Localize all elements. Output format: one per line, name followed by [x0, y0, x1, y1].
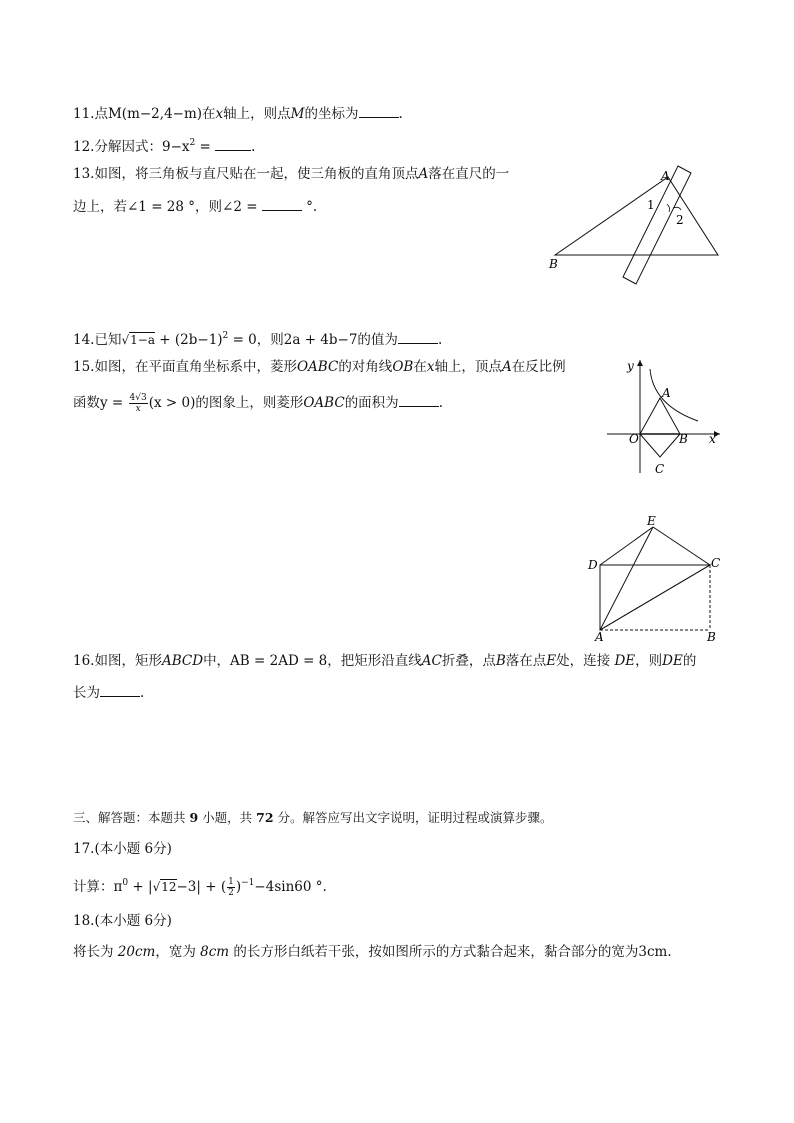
label-A: A	[661, 169, 670, 183]
axis-y-label: y	[627, 359, 634, 373]
section-3-heading: 三、解答题：本题共 9 小题，共 72 分。解答应写出文字说明，证明过程或演算步骤。	[73, 810, 553, 825]
label-D: D	[588, 558, 598, 572]
label-E: E	[647, 515, 656, 528]
answer-blank	[359, 103, 399, 118]
fraction: $\frac{4√3}{x}$	[129, 393, 147, 414]
question-18-text: 将长为 20cm，宽为 8cm 的长方形白纸若干张，按如图所示的方式黏合起来，黏合部分的宽为3cm.	[73, 944, 672, 960]
question-13-line-1: 13.如图，将三角板与直尺贴在一起，使三角板的直角顶点A落在直尺的一	[73, 166, 510, 182]
answer-blank	[262, 196, 302, 211]
label-A: A	[662, 386, 671, 400]
question-18-header: 18.(本小题 6分)	[73, 913, 172, 929]
triangle	[555, 177, 718, 255]
hyperbola-curve	[650, 369, 698, 421]
question-17-header: 17.(本小题 6分)	[73, 841, 172, 857]
angle-2-label: 2	[676, 213, 684, 227]
fraction: $\frac{1}{2}$	[228, 877, 234, 898]
answer-blank	[100, 682, 140, 697]
q16-figure-folded-rectangle	[585, 515, 725, 645]
label-O: O	[629, 432, 639, 446]
question-15-line-2: 函数y = $\frac{4√3}{x}$ (x > 0)的图象上，则菱形OABC的面积为 .	[73, 393, 443, 414]
label-A: A	[595, 630, 604, 644]
label-B: B	[679, 432, 688, 446]
answer-blank	[215, 136, 251, 151]
angle-1-label: 1	[647, 198, 655, 212]
axis-x-label: x	[709, 432, 716, 446]
answer-blank	[398, 329, 438, 344]
q15-figure-rhombus-coordinate	[605, 355, 725, 480]
question-16-line-1: 16.如图，矩形ABCD中，AB = 2AD = 8，把矩形沿直线AC折叠，点B落在点E处，连接 DE，则DE的	[73, 653, 697, 669]
label-B: B	[549, 257, 558, 271]
answer-blank	[399, 392, 439, 407]
question-11: 11.点M(m−2,4−m)在x轴上，则点M的坐标为 .	[73, 103, 403, 124]
question-14: 14.已知$√1-a + (2b-1)^2 = 0$，则2a + 4b−7的值为 .	[73, 331, 443, 348]
q13-figure-triangle-ruler	[545, 160, 745, 290]
question-12: 12.分解因式：$9-x^2$ = .	[73, 138, 256, 155]
question-17-expression: 计算：$\pi^0 + |√12-3|$ + ( $\frac{1}{2}$ )$^{-1}$−4sin60 °.	[73, 877, 327, 898]
question-15-line-1: 15.如图，在平面直角坐标系中，菱形OABC的对角线OB在x轴上，顶点A在反比例	[73, 359, 566, 375]
label-C: C	[655, 462, 665, 476]
question-16-line-2: 长为 .	[73, 682, 144, 703]
question-13-line-2: 边上，若∠1 = 28 °，则∠2 = °.	[73, 196, 317, 217]
label-B: B	[707, 630, 716, 644]
rhombus	[640, 398, 680, 457]
label-C: C	[711, 556, 721, 570]
